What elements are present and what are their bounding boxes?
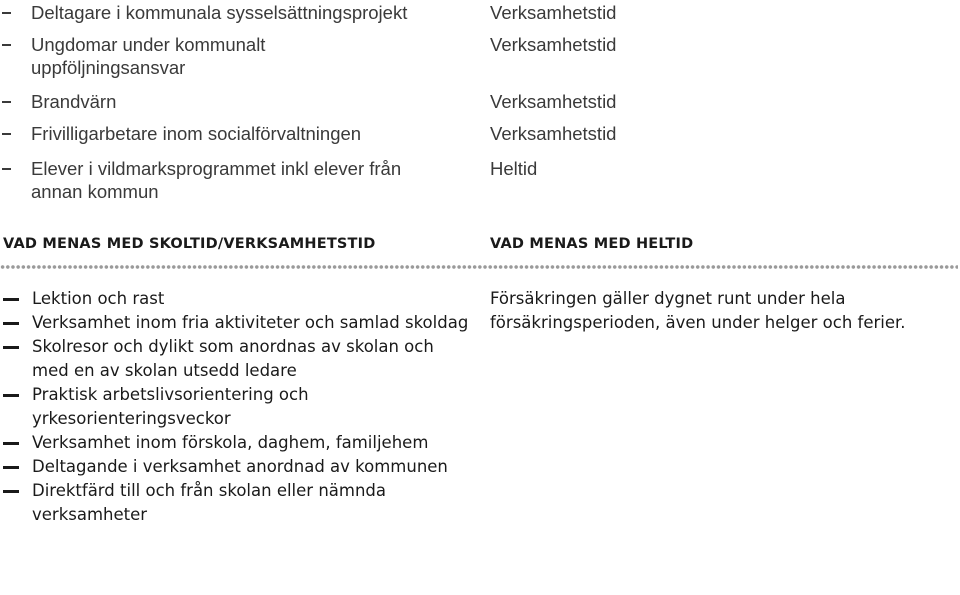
coverage-type: Verksamhetstid <box>490 34 617 55</box>
list-item <box>0 311 470 335</box>
heltid-description: Försäkringen gäller dygnet runt under hela försäkringsperioden, även under helger och ferier. <box>490 289 906 332</box>
dash-bullet <box>2 168 11 170</box>
list-item <box>0 383 470 431</box>
list-item-text: Praktisk arbetslivsorientering och yrkesorienteringsveckor <box>32 385 309 428</box>
list-item <box>0 479 470 527</box>
coverage-activity: Frivilligarbetare inom socialförvaltningen <box>31 123 362 144</box>
dash-bullet <box>3 490 19 493</box>
dotted-divider <box>0 264 958 270</box>
dash-bullet <box>2 133 11 135</box>
coverage-type: Verksamhetstid <box>490 91 617 112</box>
list-item <box>0 455 470 479</box>
coverage-activity: Deltagare i kommunala sysselsättningsprojekt <box>31 2 408 23</box>
coverage-activity: Elever i vildmarksprogrammet inkl elever från annan kommun <box>31 158 402 202</box>
dash-bullet <box>3 346 19 349</box>
list-item <box>0 431 470 455</box>
coverage-type: Verksamhetstid <box>490 123 617 144</box>
dash-bullet <box>3 298 19 301</box>
dash-bullet <box>2 44 11 46</box>
coverage-activity: Brandvärn <box>31 91 117 112</box>
list-item-text: Skolresor och dylikt som anordnas av skolan och med en av skolan utsedd ledare <box>32 337 434 380</box>
dash-bullet <box>3 394 19 397</box>
list-item-text: Verksamhet inom fria aktiviteter och samlad skoldag <box>32 313 469 332</box>
coverage-type: Heltid <box>490 158 538 179</box>
dash-bullet <box>2 101 11 103</box>
dash-bullet <box>2 12 11 14</box>
coverage-activity: Ungdomar under kommunalt uppföljningsansvar <box>31 34 266 78</box>
dash-bullet <box>3 466 19 469</box>
list-item <box>0 335 470 383</box>
section-heading-skoltid: VAD MENAS MED SKOLTID/VERKSAMHETSTID <box>3 236 376 252</box>
dash-bullet <box>3 322 19 325</box>
list-item-text: Direktfärd till och från skolan eller nämnda verksamheter <box>32 481 387 524</box>
coverage-type: Verksamhetstid <box>490 2 617 23</box>
list-item <box>0 287 470 311</box>
list-item-text: Verksamhet inom förskola, daghem, familjehem <box>32 433 429 452</box>
skoltid-list <box>0 287 470 527</box>
dash-bullet <box>3 442 19 445</box>
list-item-text: Deltagande i verksamhet anordnad av kommunen <box>32 457 448 476</box>
section-heading-heltid: VAD MENAS MED HELTID <box>490 236 694 252</box>
list-item-text: Lektion och rast <box>32 289 165 308</box>
